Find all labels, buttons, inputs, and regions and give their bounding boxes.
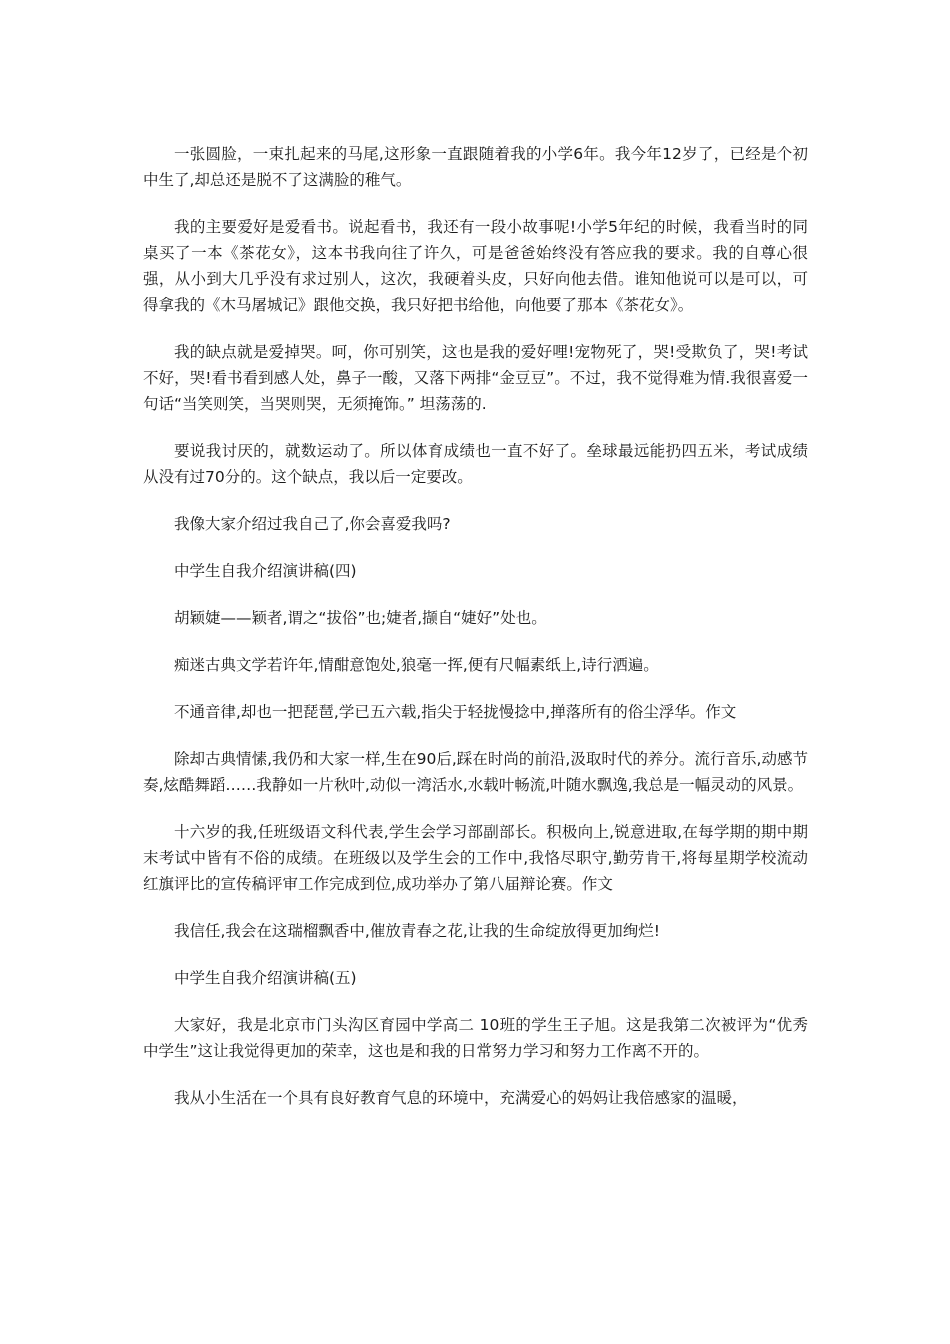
paragraph: 大家好，我是北京市门头沟区育园中学高二 10班的学生王子旭。这是我第二次被评为“优秀中学生”这让我觉得更加的荣幸，这也是和我的日常努力学习和努力工作离不开的。 xyxy=(143,1016,808,1060)
paragraph: 胡颖婕——颖者,谓之“拔俗”也;婕者,撷自“婕好”处也。 xyxy=(174,609,547,627)
section-heading: 中学生自我介绍演讲稿(五) xyxy=(174,969,357,987)
paragraph: 我信任,我会在这瑞榴飘香中,催放青春之花,让我的生命绽放得更加绚烂! xyxy=(174,922,660,940)
paragraph: 痴迷古典文学若许年,情酣意饱处,狼毫一挥,便有尺幅素纸上,诗行洒遍。 xyxy=(174,656,659,674)
paragraph: 要说我讨厌的，就数运动了。所以体育成绩也一直不好了。垒球最远能扔四五米，考试成绩从没有过70分的。这个缺点，我以后一定要改。 xyxy=(143,442,808,486)
paragraph: 不通音律,却也一把琵琶,学已五六载,指尖于轻拢慢捻中,掸落所有的俗尘浮华。作文 xyxy=(174,703,737,721)
paragraph: 除却古典情愫,我仍和大家一样,生在90后,踩在时尚的前沿,汲取时代的养分。流行音乐,动感节奏,炫酷舞蹈……我静如一片秋叶,动似一湾活水,水载叶畅流,叶随水飘逸,我总是一幅灵动的风景。 xyxy=(143,750,808,794)
paragraph: 十六岁的我,任班级语文科代表,学生会学习部副部长。积极向上,锐意进取,在每学期的期中期末考试中皆有不俗的成绩。在班级以及学生会的工作中,我恪尽职守,勤劳肯干,将每星期学校流动红旗评比的宣传稿评审工作完成到位,成功举办了第八届辩论赛。作文 xyxy=(143,823,808,893)
paragraph: 一张圆脸，一束扎起来的马尾,这形象一直跟随着我的小学6年。我今年12岁了，已经是个初中生了,却总还是脱不了这满脸的稚气。 xyxy=(143,145,808,189)
paragraph: 我像大家介绍过我自己了,你会喜爱我吗? xyxy=(174,515,451,533)
document-body xyxy=(143,141,808,1111)
paragraph: 我从小生活在一个具有良好教育气息的环境中，充满爱心的妈妈让我倍感家的温暖， xyxy=(174,1089,748,1107)
paragraph: 我的缺点就是爱掉哭。呵，你可别笑，这也是我的爱好哩!宠物死了，哭!受欺负了，哭!考试不好，哭!看书看到感人处，鼻子一酸，又落下两排“金豆豆”。不过，我不觉得难为情.我很喜爱一句话“当笑则笑，当哭则哭，无须掩饰。” 坦荡荡的. xyxy=(143,343,808,413)
section-heading: 中学生自我介绍演讲稿(四) xyxy=(174,562,357,580)
paragraph: 我的主要爱好是爱看书。说起看书，我还有一段小故事呢!小学5年纪的时候，我看当时的同桌买了一本《茶花女》，这本书我向往了许久，可是爸爸始终没有答应我的要求。我的自尊心很强，从小到大几乎没有求过别人，这次，我硬着头皮，只好向他去借。谁知他说可以是可以，可得拿我的《木马屠城记》跟他交换，我只好把书给他，向他要了那本《茶花女》。 xyxy=(143,218,809,314)
